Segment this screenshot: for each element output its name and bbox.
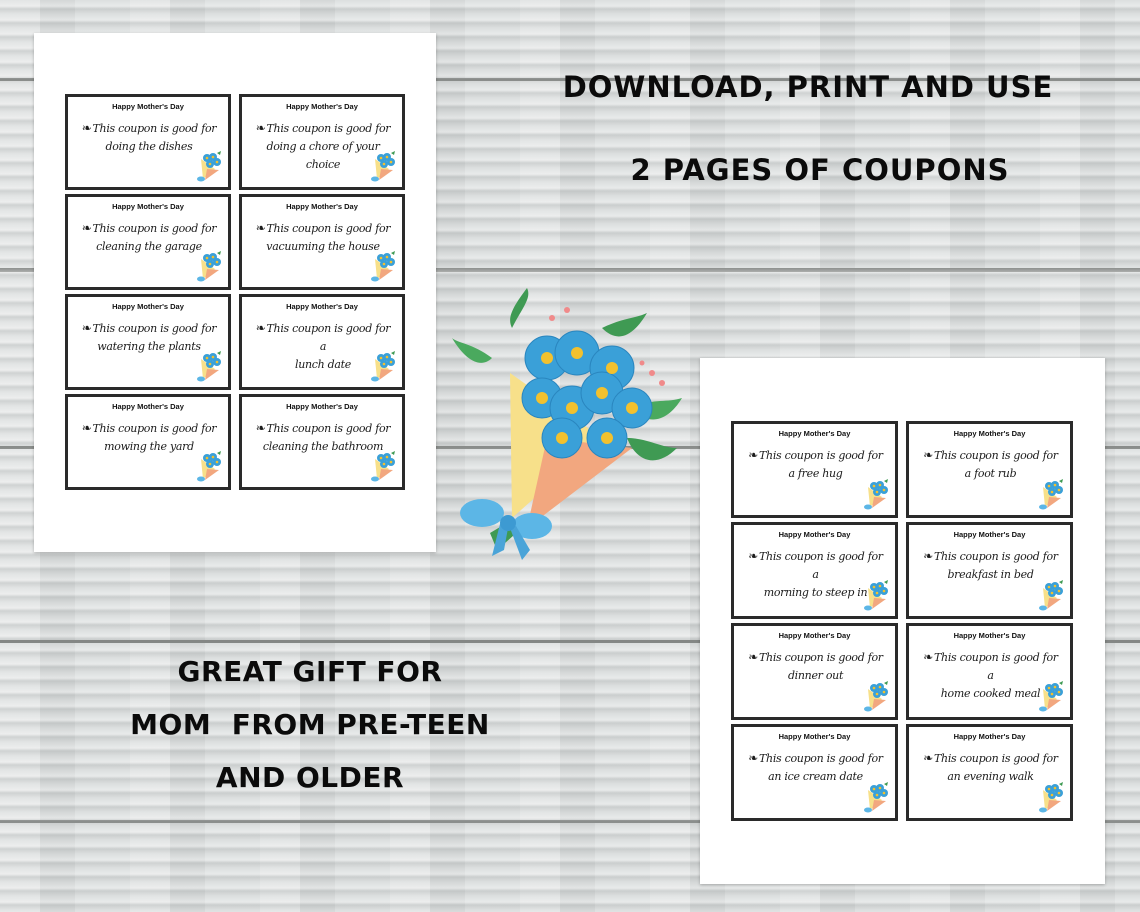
coupon-header: Happy Mother's Day [286,102,358,111]
mini-bouquet-icon [1037,578,1065,612]
swirl-icon: ❧ [923,448,934,462]
coupon-line-1: This coupon is good for [92,322,217,335]
coupon-line-2: home cooked meal [940,687,1041,700]
coupon-header: Happy Mother's Day [953,732,1026,741]
coupon-line-1: This coupon is good for [759,752,883,765]
gift-line-3: AND OLDER [215,761,405,794]
coupon-card-page2-5 [731,623,898,720]
swirl-icon: ❧ [255,221,266,235]
coupon-card-page1-7 [65,394,231,490]
mini-bouquet-icon [1037,679,1065,713]
mini-bouquet-icon [195,449,223,483]
coupon-line-2: a free hug [788,467,843,480]
coupon-card-page1-3 [65,194,231,290]
swirl-icon: ❧ [255,421,266,435]
mini-bouquet-icon [862,578,890,612]
mini-bouquet-icon [862,780,890,814]
coupon-header: Happy Mother's Day [286,402,358,411]
coupon-line-1: This coupon is good for [266,122,391,135]
coupon-line-2: vacuuming the house [266,240,380,253]
gift-line-1: GREAT GIFT FOR [177,655,443,688]
coupon-line-1: This coupon is good for a [266,322,391,353]
coupon-card-page2-1 [731,421,898,518]
coupon-card-page1-2 [239,94,405,190]
coupon-line-1: This coupon is good for [266,422,391,435]
coupon-line-1: This coupon is good for [92,422,217,435]
coupon-header: Happy Mother's Day [953,429,1026,438]
headline-two-pages: 2 PAGES OF COUPONS [630,153,1010,187]
coupon-line-2: morning to steep in [763,586,868,599]
swirl-icon: ❧ [748,448,759,462]
coupon-card-page2-2 [906,421,1073,518]
swirl-icon: ❧ [81,321,92,335]
gift-line-2: MOM FROM PRE-TEEN [130,708,490,741]
coupon-line-1: This coupon is good for [266,222,391,235]
swirl-icon: ❧ [81,221,92,235]
coupon-card-page2-6 [906,623,1073,720]
coupon-sheet-page-2 [700,358,1105,884]
coupon-header: Happy Mother's Day [953,530,1026,539]
coupon-header: Happy Mother's Day [112,402,184,411]
coupon-line-2: cleaning the garage [96,240,202,253]
coupon-header: Happy Mother's Day [112,102,184,111]
coupon-line-1: This coupon is good for [934,550,1058,563]
swirl-icon: ❧ [748,650,759,664]
coupon-line-2: doing the dishes [105,140,193,153]
mini-bouquet-icon [369,249,397,283]
coupon-header: Happy Mother's Day [778,732,851,741]
coupon-line-1: This coupon is good for [92,222,217,235]
coupon-line-1: This coupon is good for a [934,651,1058,682]
coupon-line-2: doing a chore of your choice [266,140,380,171]
coupon-line-1: This coupon is good for a [759,550,883,581]
coupon-line-1: This coupon is good for [934,752,1058,765]
coupon-card-page2-4 [906,522,1073,619]
coupon-line-2: lunch date [295,358,351,371]
swirl-icon: ❧ [255,321,266,335]
swirl-icon: ❧ [255,121,266,135]
coupon-header: Happy Mother's Day [112,202,184,211]
coupon-header: Happy Mother's Day [953,631,1026,640]
coupon-header: Happy Mother's Day [778,631,851,640]
coupon-card-page1-1 [65,94,231,190]
coupon-sheet-page-1 [34,33,436,552]
mini-bouquet-icon [862,477,890,511]
coupon-card-page2-7 [731,724,898,821]
coupon-grid-page-2 [731,421,1073,821]
mini-bouquet-icon [195,249,223,283]
mini-bouquet-icon [369,149,397,183]
coupon-line-2: a foot rub [964,467,1017,480]
coupon-header: Happy Mother's Day [778,429,851,438]
flower-bouquet-icon [452,288,688,568]
swirl-icon: ❧ [81,421,92,435]
coupon-header: Happy Mother's Day [286,302,358,311]
mini-bouquet-icon [1037,780,1065,814]
swirl-icon: ❧ [923,549,934,563]
coupon-header: Happy Mother's Day [286,202,358,211]
coupon-line-1: This coupon is good for [759,449,883,462]
coupon-line-2: an ice cream date [768,770,863,783]
coupon-line-2: breakfast in bed [947,568,1034,581]
coupon-card-page1-6 [239,294,405,390]
mini-bouquet-icon [195,349,223,383]
coupon-header: Happy Mother's Day [112,302,184,311]
mini-bouquet-icon [195,149,223,183]
swirl-icon: ❧ [81,121,92,135]
gift-message [110,645,510,804]
swirl-icon: ❧ [748,549,759,563]
coupon-header: Happy Mother's Day [778,530,851,539]
coupon-card-page1-4 [239,194,405,290]
coupon-line-2: watering the plants [97,340,201,353]
coupon-line-1: This coupon is good for [759,651,883,664]
coupon-line-2: mowing the yard [104,440,194,453]
coupon-line-1: This coupon is good for [934,449,1058,462]
mini-bouquet-icon [862,679,890,713]
coupon-card-page1-5 [65,294,231,390]
swirl-icon: ❧ [923,650,934,664]
coupon-grid-page-1 [65,94,405,490]
coupon-card-page1-8 [239,394,405,490]
mini-bouquet-icon [369,449,397,483]
mini-bouquet-icon [369,349,397,383]
coupon-card-page2-3 [731,522,898,619]
headline-download-print-use: DOWNLOAD, PRINT AND USE [562,70,1054,104]
coupon-card-page2-8 [906,724,1073,821]
coupon-line-2: dinner out [787,669,844,682]
mini-bouquet-icon [1037,477,1065,511]
coupon-line-1: This coupon is good for [92,122,217,135]
coupon-line-2: cleaning the bathroom [262,440,384,453]
coupon-line-2: an evening walk [947,770,1034,783]
swirl-icon: ❧ [748,751,759,765]
swirl-icon: ❧ [923,751,934,765]
